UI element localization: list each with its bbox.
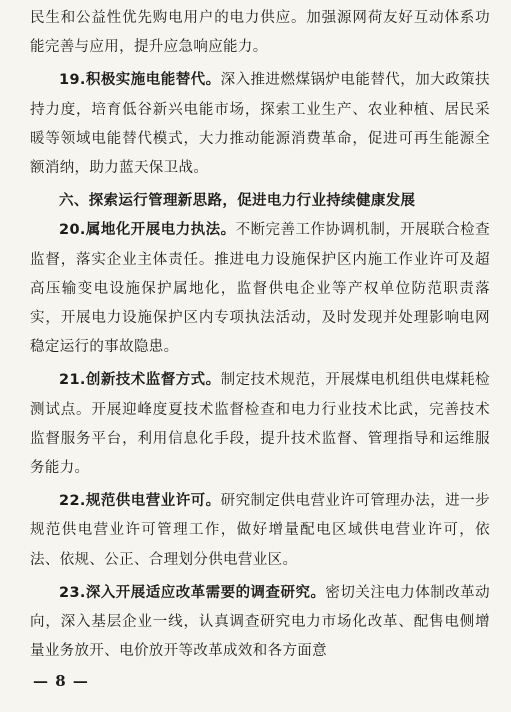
paragraph-21 bbox=[30, 366, 490, 483]
paragraph-lead: 20.属地化开展电力执法。 bbox=[59, 222, 236, 239]
paragraph-lead: 21.创新技术监督方式。 bbox=[59, 372, 221, 389]
paragraph-20 bbox=[30, 216, 490, 362]
paragraph-19 bbox=[30, 66, 490, 183]
paragraph-text: 制定技术规范，开展煤电机组供电煤耗检测试点。开展迎峰度夏技术监督检查和电力行业技术比武，完善技术监督服务平台，利用信息化手段，提升技术监督、管理指导和运维服务能力。 bbox=[30, 372, 490, 477]
paragraph-text: 密切关注电力体制改革动向，深入基层企业一线，认真调查研究电力市场化改革、配售电侧增量业务放开、电价放开等改革成效和各方面意 bbox=[30, 584, 490, 660]
paragraph-continued bbox=[30, 4, 490, 62]
document-body bbox=[30, 0, 490, 666]
paragraph-text: 不断完善工作协调机制，开展联合检查监督，落实企业主体责任。推进电力设施保护区内施工作业许可及超高压输变电设施保护属地化，监督供电企业等产权单位防范职责落实，开展电力设施保护区内专项执法活动，及时发现并处理影响电网稳定运行的事故隐患。 bbox=[30, 222, 490, 356]
paragraph-22 bbox=[30, 487, 490, 575]
page-number: — 8 — bbox=[33, 672, 89, 690]
paragraph-23 bbox=[30, 579, 490, 667]
paragraph-lead: 22.规范供电营业许可。 bbox=[59, 493, 221, 510]
section-heading-6: 六、探索运行管理新思路，促进电力行业持续健康发展 bbox=[59, 193, 416, 210]
paragraph-text: 深入推进燃煤锅炉电能替代，加大政策扶持力度，培育低谷新兴电能市场，探索工业生产、农业种植、居民采暖等领域电能替代模式，大力推动能源消费革命，促进可再生能源全额消纳，助力蓝天保卫战。 bbox=[30, 72, 490, 177]
paragraph-lead: 19.积极实施电能替代。 bbox=[59, 72, 221, 89]
paragraph-lead: 23.深入开展适应改革需要的调查研究。 bbox=[59, 584, 326, 601]
paragraph-text: 研究制定供电营业许可管理办法，进一步规范供电营业许可管理工作，做好增量配电区域供电营业许可，依法、依规、公正、合理划分供电营业区。 bbox=[30, 493, 490, 568]
paragraph-text: 民生和公益性优先购电用户的电力供应。加强源网荷友好互动体系功能完善与应用，提升应急响应能力。 bbox=[30, 10, 490, 56]
